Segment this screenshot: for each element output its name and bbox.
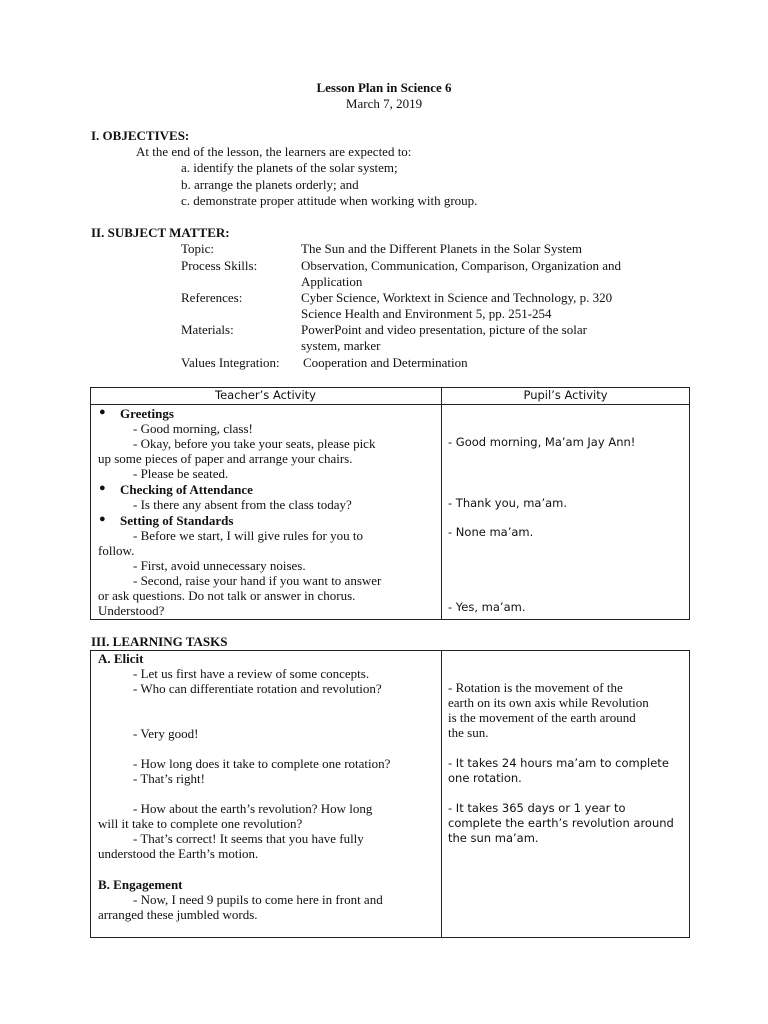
pupil-line: - Good morning, Ma’am Jay Ann!	[448, 435, 636, 449]
teacher-line: up some pieces of paper and arrange your chairs.	[98, 451, 353, 466]
greetings-title: Greetings	[120, 406, 174, 421]
subject-matter-heading: II. SUBJECT MATTER:	[91, 225, 230, 240]
learning-tasks-heading: III. LEARNING TASKS	[91, 634, 228, 649]
teacher-activity-header: Teacher’s Activity	[215, 388, 316, 402]
topic-label: Topic:	[181, 241, 215, 256]
teacher-line: - Is there any absent from the class today?	[133, 497, 352, 512]
elicit-title: A. Elicit	[98, 651, 144, 666]
teacher-line: - Who can differentiate rotation and revolution?	[133, 681, 382, 696]
teacher-line: understood the Earth’s motion.	[98, 846, 259, 861]
pupil-line: the sun ma’am.	[448, 831, 539, 845]
document-date: March 7, 2019	[345, 96, 423, 111]
process-skills-value-cont: Application	[301, 274, 363, 289]
teacher-line: follow.	[98, 543, 135, 558]
teacher-line: or ask questions. Do not talk or answer in chorus.	[98, 588, 356, 603]
engagement-title: B. Engagement	[98, 877, 183, 892]
bullet-icon: ●	[99, 482, 106, 494]
teacher-line: - Please be seated.	[133, 466, 229, 481]
teacher-line: - How long does it take to complete one rotation?	[133, 756, 391, 771]
materials-label: Materials:	[181, 322, 234, 337]
bullet-icon: ●	[99, 513, 106, 525]
objectives-heading: I. OBJECTIVES:	[91, 128, 190, 143]
table-header-divider	[90, 404, 690, 405]
pupil-line: - Yes, ma’am.	[448, 600, 526, 614]
objective-item: c. demonstrate proper attitude when working with group.	[181, 193, 478, 208]
topic-value: The Sun and the Different Planets in the Solar System	[301, 241, 583, 256]
pupil-line: - It takes 24 hours ma’am to complete	[448, 756, 669, 770]
pupil-line: - It takes 365 days or 1 year to	[448, 801, 626, 815]
document-title: Lesson Plan in Science 6	[316, 80, 452, 95]
teacher-line: - Before we start, I will give rules for you to	[133, 528, 363, 543]
process-skills-label: Process Skills:	[181, 258, 258, 273]
table-column-divider	[441, 650, 442, 938]
objective-item: a. identify the planets of the solar system;	[181, 160, 398, 175]
pupil-line: - Thank you, ma’am.	[448, 496, 568, 510]
pupil-activity-header: Pupil’s Activity	[523, 388, 608, 402]
teacher-line: - How about the earth’s revolution? How long	[133, 801, 373, 816]
pupil-line: the sun.	[448, 725, 489, 740]
teacher-line: - That’s correct! It seems that you have fully	[133, 831, 364, 846]
table-column-divider	[441, 387, 442, 620]
attendance-title: Checking of Attendance	[120, 482, 253, 497]
bullet-icon: ●	[99, 406, 106, 418]
materials-value: PowerPoint and video presentation, picture of the solar	[301, 322, 587, 337]
materials-value-cont: system, marker	[301, 338, 381, 353]
references-label: References:	[181, 290, 243, 305]
pupil-line: - Rotation is the movement of the	[448, 680, 623, 695]
teacher-line: - That’s right!	[133, 771, 205, 786]
teacher-line: will it take to complete one revolution?	[98, 816, 303, 831]
pupil-line: one rotation.	[448, 771, 522, 785]
objective-item: b. arrange the planets orderly; and	[181, 177, 359, 192]
teacher-line: - Second, raise your hand if you want to answer	[133, 573, 382, 588]
teacher-line: Understood?	[98, 603, 165, 618]
teacher-line: - Okay, before you take your seats, please pick	[133, 436, 376, 451]
teacher-line: arranged these jumbled words.	[98, 907, 258, 922]
teacher-line: - Very good!	[133, 726, 199, 741]
standards-title: Setting of Standards	[120, 513, 234, 528]
teacher-line: - Good morning, class!	[133, 421, 253, 436]
process-skills-value: Observation, Communication, Comparison, Organization and	[301, 258, 622, 273]
pupil-line: is the movement of the earth around	[448, 710, 636, 725]
values-integration-value: Cooperation and Determination	[303, 355, 468, 370]
pupil-line: earth on its own axis while Revolution	[448, 695, 649, 710]
objectives-intro: At the end of the lesson, the learners are expected to:	[136, 144, 412, 159]
teacher-line: - First, avoid unnecessary noises.	[133, 558, 306, 573]
values-integration-label: Values Integration:	[181, 355, 280, 370]
teacher-line: - Now, I need 9 pupils to come here in front and	[133, 892, 383, 907]
pupil-line: complete the earth’s revolution around	[448, 816, 674, 830]
teacher-line: - Let us first have a review of some concepts.	[133, 666, 370, 681]
references-value-cont: Science Health and Environment 5, pp. 251-254	[301, 306, 552, 321]
pupil-line: - None ma’am.	[448, 525, 534, 539]
references-value: Cyber Science, Worktext in Science and Technology, p. 320	[301, 290, 613, 305]
